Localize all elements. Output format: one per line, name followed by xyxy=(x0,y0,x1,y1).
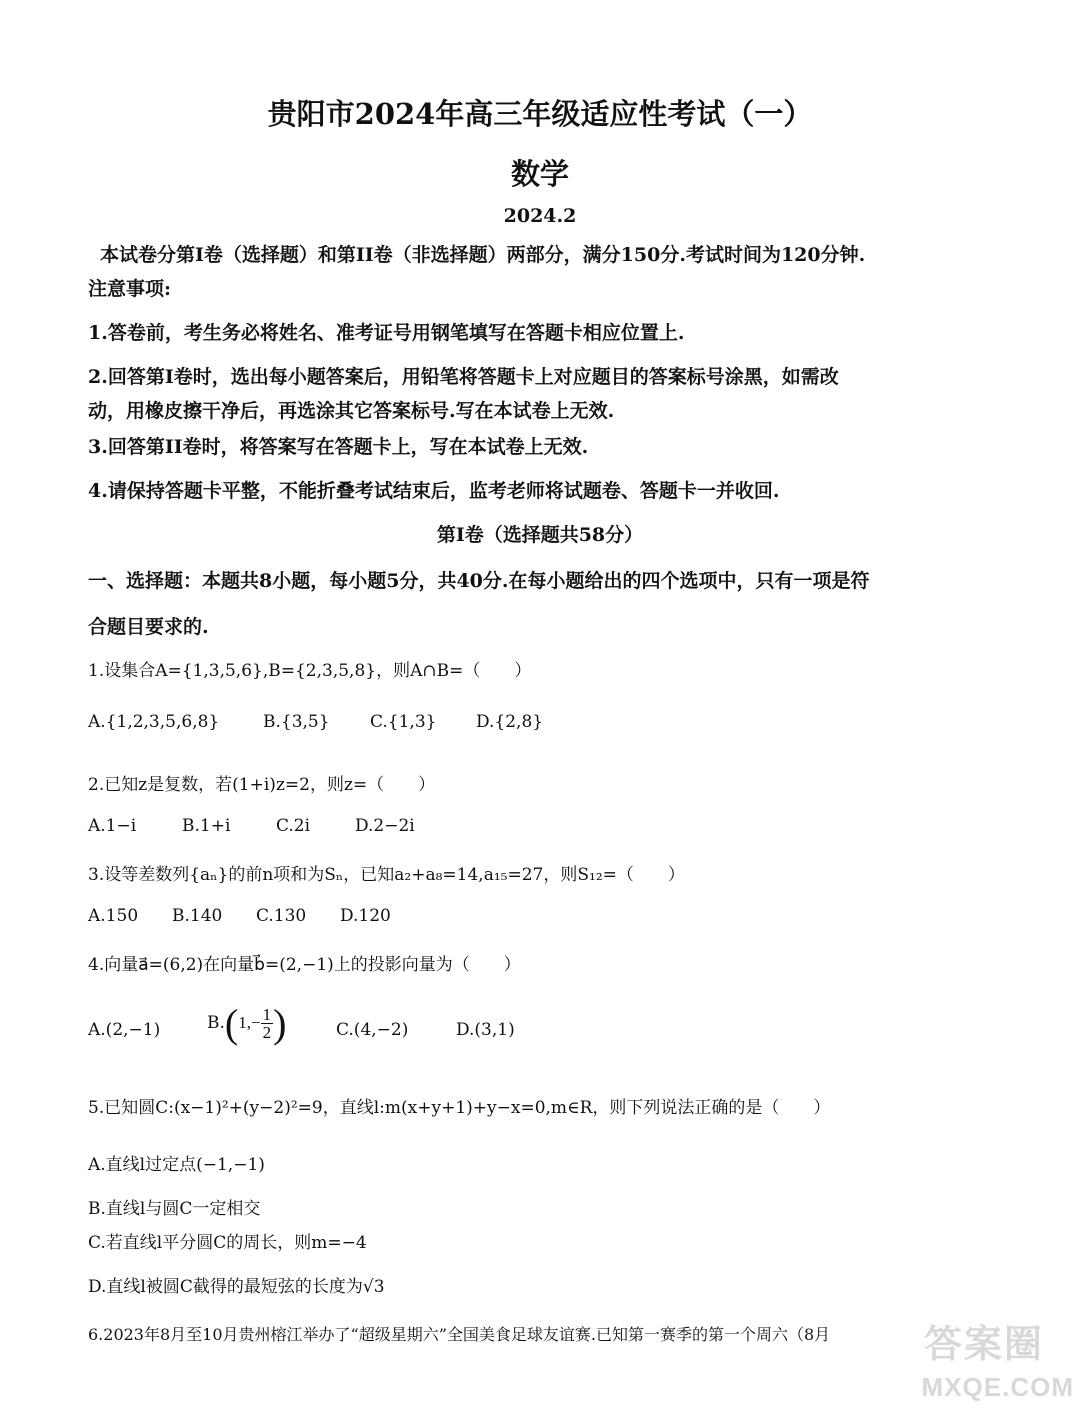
question-4-stem: 4.向量a⃗=(6,2)在向量b⃗=(2,−1)上的投影向量为（ ） xyxy=(88,955,521,975)
question-5-option-c[interactable]: C.若直线l平分圆C的周长，则m=−4 xyxy=(88,1233,367,1253)
watermark-url: MXQE.COM xyxy=(921,1372,1074,1402)
question-3-stem: 3.设等差数列{aₙ}的前n项和为Sₙ，已知a₂+a₈=14,a₁₅=27，则S₁₂=（ ） xyxy=(88,865,685,885)
note-item: 1.答卷前，考生务必将姓名、准考证号用钢笔填写在答题卡相应位置上. xyxy=(88,322,685,344)
question-2-option-b[interactable]: B.1+i xyxy=(182,816,231,836)
question-1-stem: 1.设集合A={1,3,5,6},B={2,3,5,8}，则A∩B=（ ） xyxy=(88,661,532,681)
question-3-option-d[interactable]: D.120 xyxy=(340,906,391,926)
question-4-option-b[interactable] xyxy=(207,1000,286,1047)
question-5-option-b[interactable]: B.直线l与圆C一定相交 xyxy=(88,1199,261,1219)
intro-text: 本试卷分第I卷（选择题）和第II卷（非选择题）两部分，满分150分.考试时间为120分钟. xyxy=(100,244,866,266)
question-4-option-d[interactable]: D.(3,1) xyxy=(456,1020,515,1040)
question-4-option-b-label: B. xyxy=(207,1013,225,1033)
question-4-option-c[interactable]: C.(4,−2) xyxy=(336,1020,409,1040)
exam-date: 2024.2 xyxy=(503,205,577,227)
question-2-option-c[interactable]: C.2i xyxy=(276,816,311,836)
question-1-option-c[interactable]: C.{1,3} xyxy=(370,712,437,732)
subject-title: 数学 xyxy=(510,157,569,191)
section-instructions-cont: 合题目要求的. xyxy=(88,616,209,638)
note-item: 4.请保持答题卡平整，不能折叠考试结束后，监考老师将试题卷、答题卡一并收回. xyxy=(88,480,780,502)
question-3-option-c[interactable]: C.130 xyxy=(256,906,307,926)
note-item: 3.回答第II卷时，将答案写在答题卡上，写在本试卷上无效. xyxy=(88,436,589,458)
question-6-stem: 6.2023年8月至10月贵州榕江举办了“超级星期六”全国美食足球友谊赛.已知第一赛季的第一个周六（8月 xyxy=(88,1325,831,1344)
question-5-option-a[interactable]: A.直线l过定点(−1,−1) xyxy=(88,1155,265,1175)
section-instructions: 一、选择题：本题共8小题，每小题5分，共40分.在每小题给出的四个选项中，只有一项是符 xyxy=(88,570,870,592)
question-1-option-b[interactable]: B.{3,5} xyxy=(263,712,330,732)
exam-title: 贵阳市2024年高三年级适应性考试（一） xyxy=(267,97,813,131)
fraction xyxy=(261,1006,274,1041)
notes-heading: 注意事项: xyxy=(88,278,172,300)
note-item: 动，用橡皮擦干净后，再选涂其它答案标号.写在本试卷上无效. xyxy=(88,400,615,422)
question-2-option-d[interactable]: D.2−2i xyxy=(355,816,415,836)
question-1-option-d[interactable]: D.{2,8} xyxy=(476,712,544,732)
question-5-option-d[interactable]: D.直线l被圆C截得的最短弦的长度为√3 xyxy=(88,1277,385,1297)
watermark xyxy=(884,1313,1074,1405)
section-title: 第I卷（选择题共58分） xyxy=(436,524,644,546)
watermark-logo-text: 答案圈 xyxy=(923,1324,1044,1366)
left-paren-icon: ( xyxy=(224,1001,239,1046)
fraction-numerator: 1 xyxy=(262,1005,272,1024)
question-3-option-b[interactable]: B.140 xyxy=(172,906,223,926)
right-paren-icon: ) xyxy=(273,1001,287,1046)
question-2-option-a[interactable]: A.1−i xyxy=(88,816,137,836)
question-4-option-a[interactable]: A.(2,−1) xyxy=(88,1020,161,1040)
question-2-stem: 2.已知z是复数，若(1+i)z=2，则z=（ ） xyxy=(88,775,436,795)
question-5-stem: 5.已知圆C:(x−1)²+(y−2)²=9，直线l:m(x+y+1)+y−x=0,m∈R，则下列说法正确的是（ ） xyxy=(88,1098,831,1118)
question-1-option-a[interactable]: A.{1,2,3,5,6,8} xyxy=(88,712,220,732)
fraction-denominator: 2 xyxy=(262,1023,272,1042)
question-3-option-a[interactable]: A.150 xyxy=(88,906,139,926)
question-4-option-b-prefix: 1,− xyxy=(238,1013,261,1032)
note-item: 2.回答第I卷时，选出每小题答案后，用铅笔将答题卡上对应题目的答案标号涂黑，如需改 xyxy=(88,366,839,388)
